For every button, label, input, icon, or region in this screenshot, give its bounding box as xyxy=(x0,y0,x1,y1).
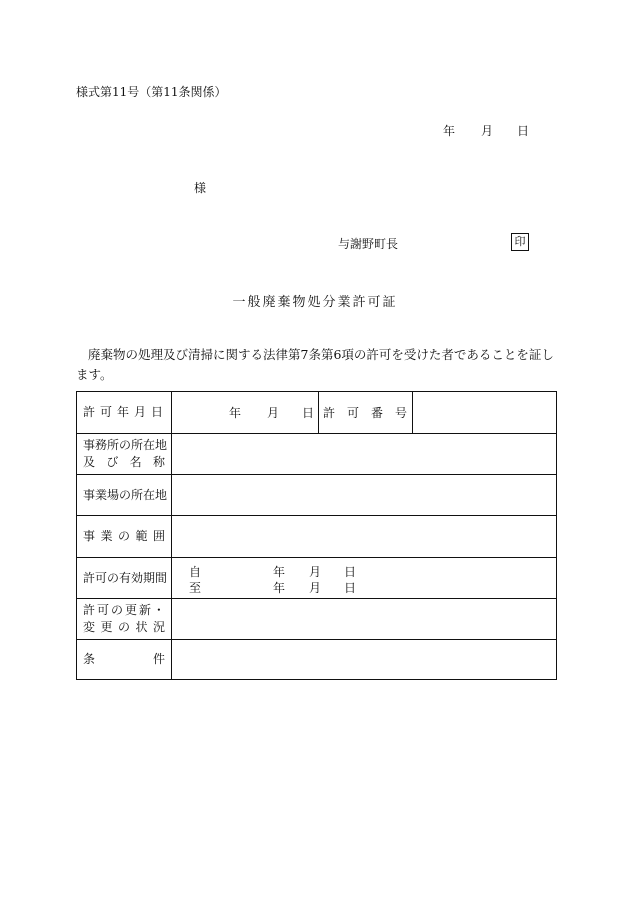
label-char: 囲 xyxy=(152,529,165,543)
label-char: 許 xyxy=(83,603,96,617)
label-char: 状 xyxy=(135,620,148,634)
label-char: ・ xyxy=(152,603,165,617)
validity-to-day: 日 xyxy=(344,581,357,595)
label-office xyxy=(77,434,172,474)
label-line: 事務所の所在地 xyxy=(83,438,168,452)
label-line xyxy=(83,454,165,471)
label-char: 業 xyxy=(100,529,113,543)
form-number: 様式第11号（第11条関係） xyxy=(76,85,227,99)
label-char: 及 xyxy=(83,455,96,469)
divider xyxy=(412,392,413,433)
row-permit-date xyxy=(77,392,556,433)
date-day-label: 日 xyxy=(517,124,530,138)
label-line: 事業場の所在地 xyxy=(83,487,168,502)
row-office xyxy=(77,433,556,474)
issuer-name: 与謝野町長 xyxy=(338,237,399,251)
date-year-label: 年 xyxy=(443,124,456,138)
validity-to-year: 年 xyxy=(273,581,286,595)
label-renewal xyxy=(77,599,172,639)
label-char: 可 xyxy=(96,603,109,617)
row-conditions xyxy=(77,639,556,679)
label-char: 称 xyxy=(152,455,165,469)
label-char: 可 xyxy=(346,406,359,420)
addressee-suffix: 様 xyxy=(194,181,207,195)
label-char: の xyxy=(110,603,123,617)
label-char: 日 xyxy=(150,405,163,419)
permit-table xyxy=(76,391,557,680)
label-char: 月 xyxy=(133,405,146,419)
label-scope xyxy=(77,516,172,557)
certification-text: 廃棄物の処理及び清掃に関する法律第7条第6項の許可を受けた者であることを証します。 xyxy=(76,347,554,382)
label-conditions xyxy=(77,640,172,679)
validity-to-month: 月 xyxy=(309,581,322,595)
label-char: 条 xyxy=(83,652,96,666)
document-title: 一般廃棄物処分業許可証 xyxy=(232,295,398,310)
label-char: 可 xyxy=(99,405,112,419)
label-char: の xyxy=(117,529,130,543)
row-renewal xyxy=(77,598,556,639)
row-scope xyxy=(77,515,556,557)
divider xyxy=(318,392,319,433)
validity-from-month: 月 xyxy=(309,565,322,579)
label-permit-date xyxy=(77,392,172,433)
label-char: 許 xyxy=(323,406,336,420)
label-char: 許 xyxy=(83,405,96,419)
label-char: 新 xyxy=(138,603,151,617)
row-validity xyxy=(77,557,556,598)
permit-date-year: 年 xyxy=(229,406,242,420)
seal-mark: 印 xyxy=(511,233,529,251)
label-site xyxy=(77,475,172,515)
label-char: 更 xyxy=(124,603,137,617)
label-permit-number xyxy=(323,404,407,433)
validity-to: 至 xyxy=(189,581,202,595)
label-char: 事 xyxy=(83,529,96,543)
label-char: 変 xyxy=(83,620,96,634)
label-char: 名 xyxy=(129,455,142,469)
label-char: 範 xyxy=(135,529,148,543)
validity-from-year: 年 xyxy=(273,565,286,579)
label-line: 許可の有効期間 xyxy=(83,570,168,585)
validity-from-day: 日 xyxy=(344,565,357,579)
validity-from: 自 xyxy=(189,565,202,579)
permit-date-day: 日 xyxy=(302,406,315,420)
label-char: の xyxy=(117,620,130,634)
label-char: 更 xyxy=(100,620,113,634)
permit-date-month: 月 xyxy=(267,406,280,420)
label-char: 件 xyxy=(152,652,165,666)
label-char: 号 xyxy=(394,406,407,420)
label-char: 年 xyxy=(116,405,129,419)
date-month-label: 月 xyxy=(481,124,494,138)
label-validity xyxy=(77,558,172,598)
label-char: 番 xyxy=(370,406,383,420)
row-site xyxy=(77,474,556,515)
label-char: 況 xyxy=(152,620,165,634)
label-char: び xyxy=(106,455,119,469)
